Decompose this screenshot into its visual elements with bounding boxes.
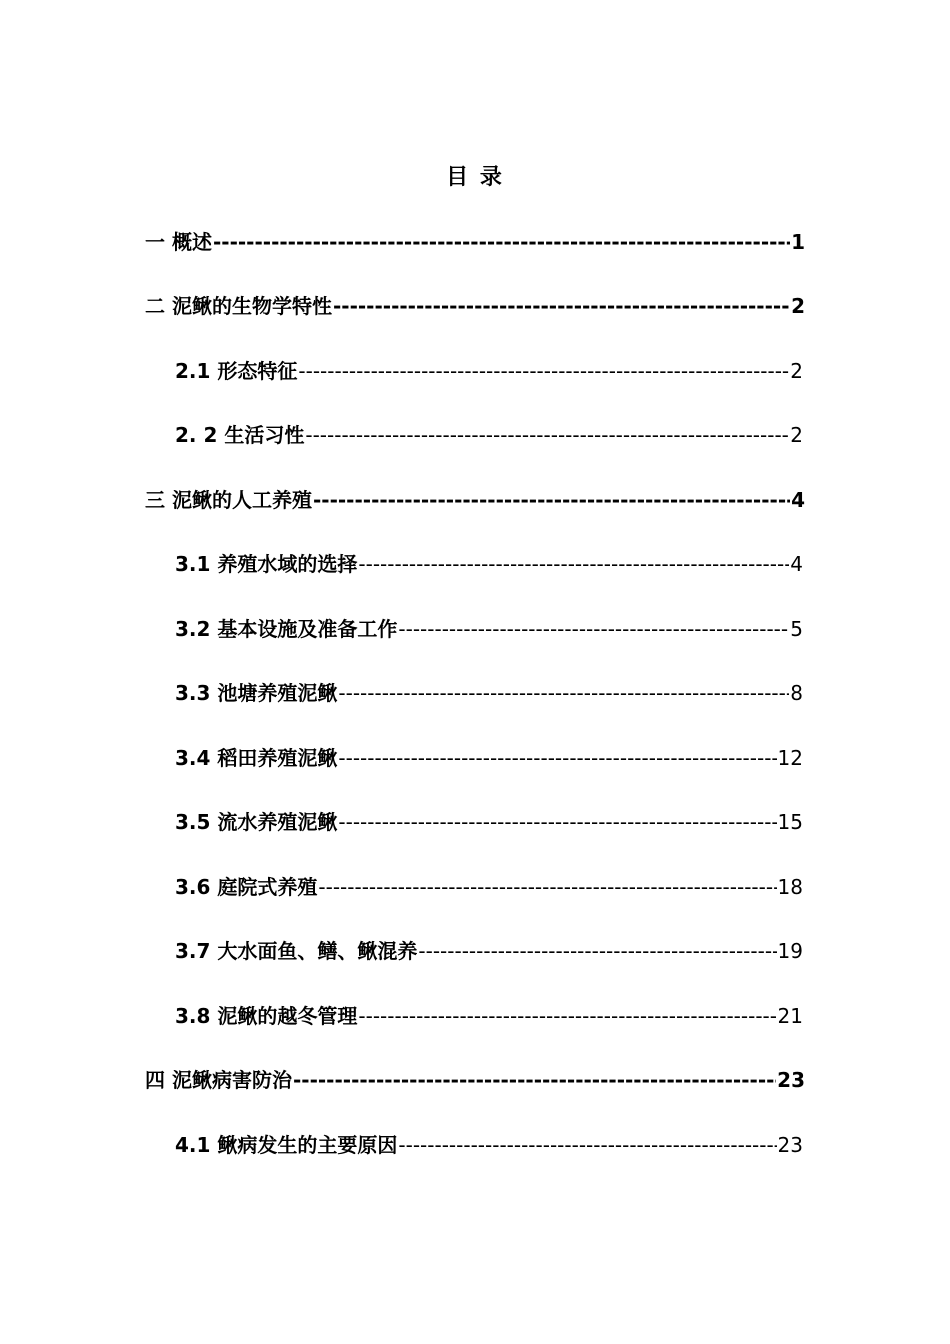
toc-leader — [338, 738, 776, 778]
toc-leader — [338, 673, 789, 713]
toc-entry-text: 2. 2 生活习性 — [175, 423, 305, 447]
toc-entry[interactable] — [175, 738, 803, 778]
toc-leader — [313, 480, 790, 520]
toc-entry-text: 3.8 泥鳅的越冬管理 — [175, 1004, 358, 1028]
toc-leader — [298, 351, 789, 391]
toc-entry-text: 二 泥鳅的生物学特性 — [145, 294, 332, 318]
toc-leader — [333, 286, 790, 326]
toc-entry[interactable] — [175, 1125, 803, 1165]
toc-entry[interactable] — [175, 609, 803, 649]
toc-leader — [293, 1060, 776, 1100]
toc-entry-page: 2 — [790, 359, 803, 383]
toc-entry-page: 1 — [791, 230, 805, 254]
toc-entry-text: 3.2 基本设施及准备工作 — [175, 617, 398, 641]
toc-leader — [398, 609, 789, 649]
toc-entry[interactable] — [145, 222, 805, 262]
toc-entry-page: 5 — [790, 617, 803, 641]
toc-entry[interactable] — [175, 931, 803, 971]
toc-entry-text: 2.1 形态特征 — [175, 359, 298, 383]
toc-leader — [418, 931, 776, 971]
toc-entry-page: 23 — [777, 1068, 805, 1092]
toc-entry[interactable] — [175, 415, 803, 455]
toc-leader — [318, 867, 776, 907]
toc-entry-page: 19 — [777, 939, 803, 963]
toc-entry-text: 一 概述 — [145, 230, 212, 254]
toc-entry-page: 2 — [790, 423, 803, 447]
toc-leader — [213, 222, 790, 262]
toc-entry[interactable] — [175, 544, 803, 584]
toc-entry-text: 3.6 庭院式养殖 — [175, 875, 318, 899]
toc-entry-page: 18 — [777, 875, 803, 899]
toc-entry-page: 12 — [777, 746, 803, 770]
toc-entry-text: 3.1 养殖水域的选择 — [175, 552, 358, 576]
toc-entry-page: 8 — [790, 681, 803, 705]
toc-title: 目 录 — [446, 165, 504, 190]
toc-entry-text: 3.3 池塘养殖泥鳅 — [175, 681, 338, 705]
toc-entry-text: 三 泥鳅的人工养殖 — [145, 488, 312, 512]
toc-leader — [305, 415, 789, 455]
toc-entry[interactable] — [175, 673, 803, 713]
toc-entry[interactable] — [175, 351, 803, 391]
toc-entry[interactable] — [145, 1060, 805, 1100]
toc-entry-page: 4 — [791, 488, 805, 512]
toc-entry-text: 3.5 流水养殖泥鳅 — [175, 810, 338, 834]
toc-entry-text: 4.1 鳅病发生的主要原因 — [175, 1133, 398, 1157]
toc-entry[interactable] — [175, 867, 803, 907]
toc-entry[interactable] — [145, 286, 805, 326]
toc-entry[interactable] — [145, 480, 805, 520]
toc-entry-page: 2 — [791, 294, 805, 318]
toc-entry-page: 4 — [790, 552, 803, 576]
toc-entry-page: 21 — [777, 1004, 803, 1028]
toc-leader — [338, 802, 776, 842]
toc-leader — [358, 996, 776, 1036]
toc-entry-page: 23 — [777, 1133, 803, 1157]
toc-entry-text: 四 泥鳅病害防治 — [145, 1068, 292, 1092]
toc-leader — [398, 1125, 776, 1165]
toc-leader — [358, 544, 789, 584]
toc-entry-text: 3.7 大水面鱼、鳝、鳅混养 — [175, 939, 418, 963]
toc-entry-text: 3.4 稻田养殖泥鳅 — [175, 746, 338, 770]
toc-entry[interactable] — [175, 996, 803, 1036]
toc-entry[interactable] — [175, 802, 803, 842]
toc-entry-page: 15 — [777, 810, 803, 834]
